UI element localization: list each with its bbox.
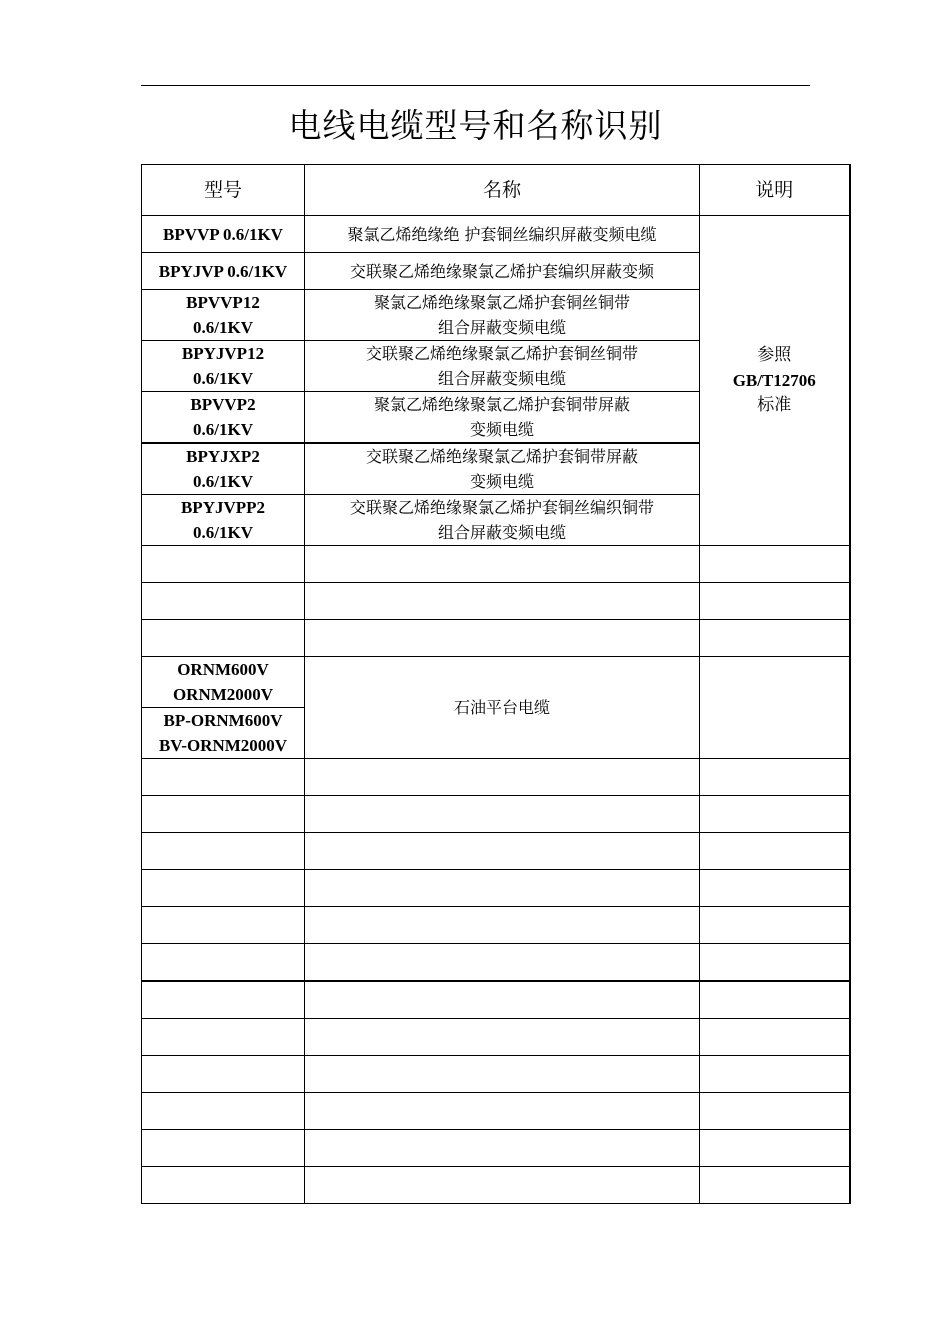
model-line: BPVVP2 bbox=[190, 395, 256, 414]
name-line: 聚氯乙烯绝缘聚氯乙烯护套铜丝铜带 bbox=[373, 293, 630, 312]
name-line: 交联聚乙烯绝缘聚氯乙烯护套铜带屏蔽 bbox=[365, 447, 638, 466]
name-cell bbox=[305, 341, 700, 392]
name-line: 交联聚乙烯绝缘聚氯乙烯护套铜丝铜带 bbox=[365, 344, 638, 363]
model-line: BPYJVP 0.6/1KV bbox=[158, 261, 288, 281]
model-line: 0.6/1KV bbox=[193, 523, 253, 542]
empty-row bbox=[142, 981, 850, 1019]
model-cell bbox=[142, 392, 305, 444]
header-model: 型号 bbox=[142, 165, 305, 216]
name-cell bbox=[305, 392, 700, 444]
model-cell bbox=[142, 495, 305, 546]
model-line: 0.6/1KV bbox=[193, 420, 253, 439]
empty-row bbox=[142, 1093, 850, 1130]
name-line: 组合屏蔽变频电缆 bbox=[437, 523, 566, 542]
name-line: 变频电缆 bbox=[469, 420, 534, 439]
note-line-standard: GB/T12706 bbox=[732, 371, 816, 390]
empty-row bbox=[142, 870, 850, 907]
empty-row bbox=[142, 944, 850, 982]
top-rule bbox=[141, 85, 810, 86]
model-line: 0.6/1KV bbox=[193, 318, 253, 337]
empty-row bbox=[142, 907, 850, 944]
header-name: 名称 bbox=[305, 165, 700, 216]
name-line: 组合屏蔽变频电缆 bbox=[437, 369, 566, 388]
model-cell bbox=[142, 341, 305, 392]
name-cell: 石油平台电缆 bbox=[305, 657, 700, 759]
model-line: BPVVP 0.6/1KV bbox=[163, 224, 283, 244]
cable-table bbox=[141, 164, 851, 1204]
model-cell bbox=[142, 708, 305, 759]
model-line: BPYJVPP2 bbox=[180, 498, 266, 517]
name-cell bbox=[305, 253, 700, 290]
model-cell bbox=[142, 253, 305, 290]
model-line: ORNM600V bbox=[177, 660, 269, 679]
model-line: BP-ORNM600V bbox=[163, 711, 283, 730]
empty-row bbox=[142, 796, 850, 833]
model-line: 0.6/1KV bbox=[193, 472, 253, 491]
model-line: BV-ORNM2000V bbox=[158, 736, 288, 755]
empty-row bbox=[142, 620, 850, 657]
name-cell bbox=[305, 443, 700, 495]
note-cell bbox=[700, 216, 850, 546]
model-cell bbox=[142, 216, 305, 253]
note-cell bbox=[700, 657, 850, 759]
model-cell bbox=[142, 657, 305, 708]
model-cell bbox=[142, 443, 305, 495]
table-row-orn bbox=[142, 657, 850, 708]
empty-row bbox=[142, 546, 850, 583]
empty-row bbox=[142, 1019, 850, 1056]
name-line: 聚氯乙烯绝缘绝 护套铜丝编织屏蔽变频电缆 bbox=[347, 224, 657, 244]
name-line: 变频电缆 bbox=[469, 472, 534, 491]
model-line: BPVVP12 bbox=[186, 293, 260, 312]
page-title: 电线电缆型号和名称识别 bbox=[288, 106, 663, 145]
header-note: 说明 bbox=[700, 165, 850, 216]
table-header-row bbox=[142, 165, 850, 216]
model-line: ORNM2000V bbox=[172, 685, 274, 704]
note-line: 参照 bbox=[757, 345, 792, 365]
empty-row bbox=[142, 583, 850, 620]
name-cell bbox=[305, 495, 700, 546]
model-line: 0.6/1KV bbox=[193, 369, 253, 388]
name-line: 交联聚乙烯绝缘聚氯乙烯护套铜丝编织铜带 bbox=[349, 498, 654, 517]
name-line: 组合屏蔽变频电缆 bbox=[437, 318, 566, 337]
empty-row bbox=[142, 1130, 850, 1167]
name-cell bbox=[305, 290, 700, 341]
model-line: BPYJVP12 bbox=[181, 344, 265, 363]
model-cell bbox=[142, 290, 305, 341]
note-line: 标准 bbox=[757, 395, 792, 415]
empty-row bbox=[142, 833, 850, 870]
empty-row bbox=[142, 1056, 850, 1093]
name-line: 交联聚乙烯绝缘聚氯乙烯护套编织屏蔽变频 bbox=[349, 261, 654, 281]
name-line: 聚氯乙烯绝缘聚氯乙烯护套铜带屏蔽 bbox=[373, 395, 630, 414]
model-line: BPYJXP2 bbox=[186, 447, 260, 466]
table-row bbox=[142, 216, 850, 253]
name-cell bbox=[305, 216, 700, 253]
empty-row bbox=[142, 759, 850, 796]
empty-row bbox=[142, 1167, 850, 1204]
